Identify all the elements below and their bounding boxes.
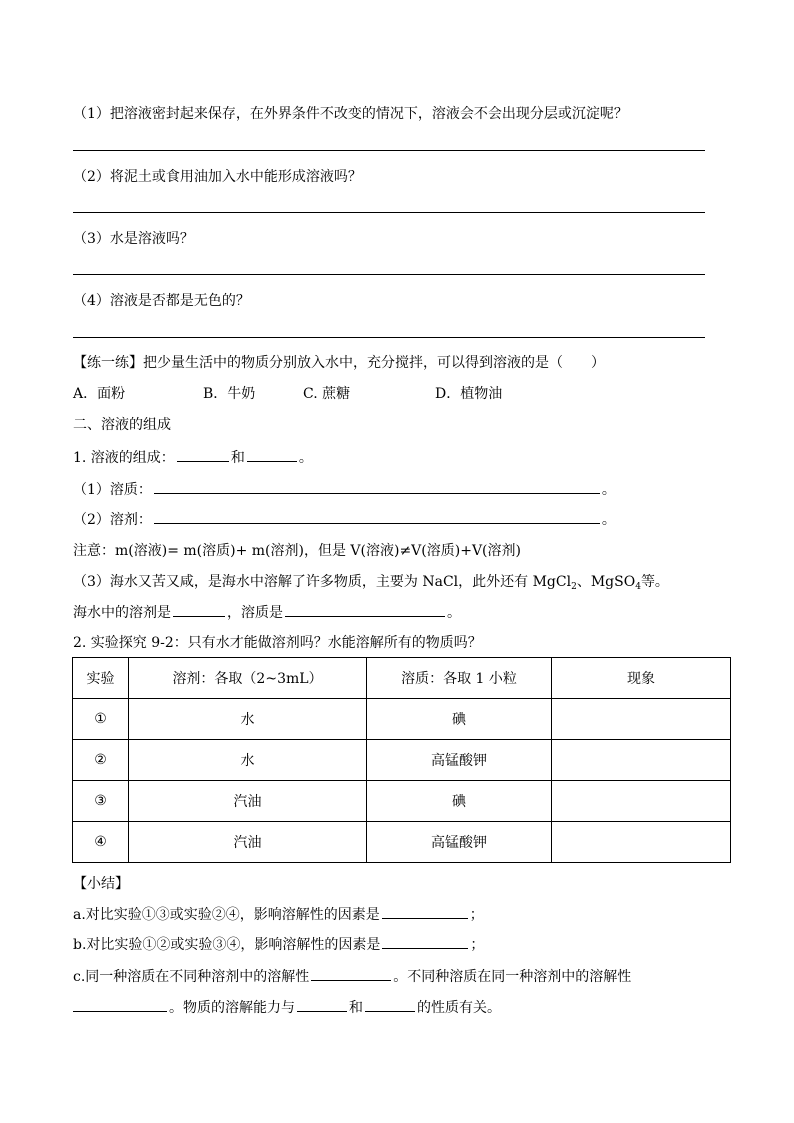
summary-a-blank[interactable] — [382, 904, 468, 919]
cell-phenomenon[interactable] — [552, 699, 731, 740]
question-4: （4）溶液是否都是无色的？ — [73, 293, 250, 309]
question-2: （2）将泥土或食用油加入水中能形成溶液吗？ — [73, 169, 362, 185]
summary-c-blank-3[interactable] — [297, 997, 347, 1012]
answer-line-3[interactable] — [73, 274, 705, 275]
section-heading: 二、溶液的组成 — [73, 417, 171, 433]
cell-solute: 碘 — [367, 699, 552, 740]
cell-solvent: 水 — [129, 740, 367, 781]
summary-b: b.对比实验①②或实验③④，影响溶解性的因素是 ； — [73, 934, 484, 954]
cell-phenomenon[interactable] — [552, 822, 731, 863]
header-experiment: 实验 — [73, 658, 129, 699]
composition-line: 1. 溶液的组成： 和 。 — [73, 447, 313, 467]
cell-solute: 高锰酸钾 — [367, 740, 552, 781]
question-1: （1）把溶液密封起来保存，在外界条件不改变的情况下，溶液会不会出现分层或沉淀呢？ — [73, 106, 628, 122]
cell-solvent: 汽油 — [129, 822, 367, 863]
seawater-line-2: 海水中的溶剂是 ，溶质是 。 — [73, 602, 461, 622]
table-row — [73, 699, 731, 740]
cell-solute: 碘 — [367, 781, 552, 822]
seawater-solute-blank[interactable] — [285, 602, 445, 617]
summary-c-blank-1[interactable] — [311, 966, 391, 981]
cell-experiment: ② — [73, 740, 129, 781]
header-solvent: 溶剂：各取（2~3mL） — [129, 658, 367, 699]
summary-c-blank-2[interactable] — [73, 997, 167, 1012]
table-row — [73, 822, 731, 863]
composition-blank-1[interactable] — [177, 447, 229, 462]
summary-c-line-2: 。物质的溶解能力与 和 的性质有关。 — [73, 997, 501, 1017]
header-solute: 溶质：各取 1 小粒 — [367, 658, 552, 699]
answer-line-1[interactable] — [73, 150, 705, 151]
cell-solvent: 水 — [129, 699, 367, 740]
seawater-line-1: （3）海水又苦又咸，是海水中溶解了许多物质，主要为 NaCl，此外还有 MgCl$_2$、MgSO$_4$等。 — [73, 574, 669, 592]
answer-line-4[interactable] — [73, 337, 705, 338]
option-a[interactable]: A．面粉 — [73, 386, 126, 402]
option-d[interactable]: D．植物油 — [435, 386, 503, 402]
cell-phenomenon[interactable] — [552, 740, 731, 781]
cell-solvent: 汽油 — [129, 781, 367, 822]
answer-line-2[interactable] — [73, 212, 705, 213]
practice-question: 【练一练】把少量生活中的物质分别放入水中，充分搅拌，可以得到溶液的是（ ） — [73, 355, 605, 371]
summary-c-blank-4[interactable] — [365, 997, 415, 1012]
cell-experiment: ① — [73, 699, 129, 740]
solvent-blank[interactable] — [154, 509, 600, 524]
cell-experiment: ③ — [73, 781, 129, 822]
cell-solute: 高锰酸钾 — [367, 822, 552, 863]
solute-blank[interactable] — [154, 479, 600, 494]
summary-b-blank[interactable] — [382, 934, 468, 949]
solvent-line: （2）溶剂： 。 — [73, 509, 616, 529]
solute-line: （1）溶质： 。 — [73, 479, 616, 499]
header-phenomenon: 现象 — [552, 658, 731, 699]
summary-heading: 【小结】 — [73, 876, 129, 892]
seawater-solvent-blank[interactable] — [173, 602, 225, 617]
experiment-table — [72, 657, 731, 863]
summary-a: a.对比实验①③或实验②④，影响溶解性的因素是 ； — [73, 904, 484, 924]
option-b[interactable]: B．牛奶 — [203, 386, 256, 402]
experiment-title: 2. 实验探究 9-2：只有水才能做溶剂吗？水能溶解所有的物质吗？ — [73, 635, 482, 651]
cell-phenomenon[interactable] — [552, 781, 731, 822]
option-c[interactable]: C. 蔗糖 — [303, 386, 351, 402]
composition-blank-2[interactable] — [247, 447, 297, 462]
table-row — [73, 781, 731, 822]
cell-experiment: ④ — [73, 822, 129, 863]
table-row — [73, 740, 731, 781]
summary-c-line-1: c.同一种溶质在不同种溶剂中的溶解性 。不同种溶质在同一种溶剂中的溶解性 — [73, 966, 631, 986]
table-header-row — [73, 658, 731, 699]
question-3: （3）水是溶液吗？ — [73, 231, 194, 247]
note-line: 注意：m(溶液)= m(溶质)+ m(溶剂)，但是 V(溶液)≠V(溶质)+V(溶剂) — [73, 543, 521, 559]
